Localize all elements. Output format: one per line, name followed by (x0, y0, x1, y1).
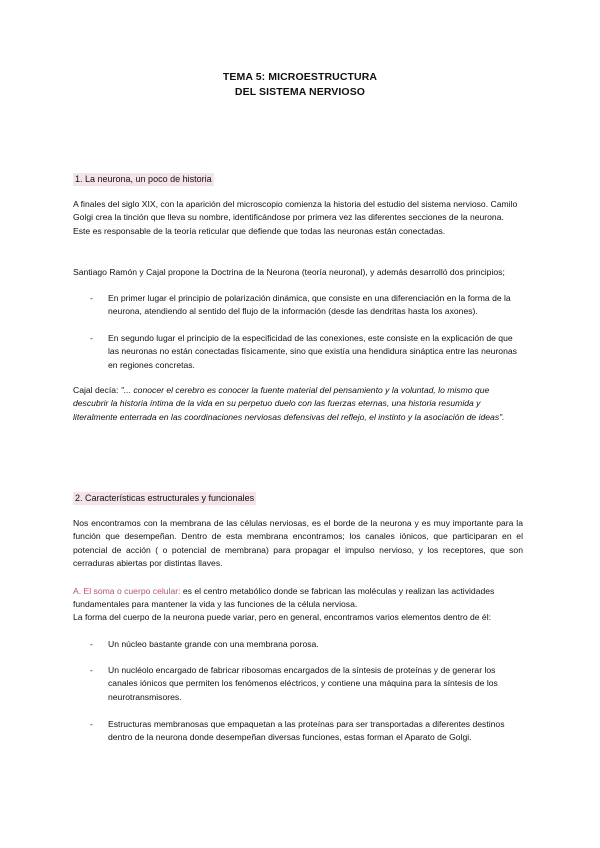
section-1-paragraph-1: A finales del siglo XIX, con la aparición del microscopio comienza la historia del estudio del sistema nervioso. Camilo Golgi crea la tinción que lleva su nombre, identificándose por primera vez las diferentes secciones de la neurona. Este es responsable de la teoría reticular que defiende que todas las neuronas están conectadas. (73, 199, 518, 236)
list-item-text: Un núcleo bastante grande con una membrana porosa. (108, 639, 319, 649)
bullet-dash: - (90, 665, 93, 675)
list-item-text: En segundo lugar el principio de la especificidad de las conexiones, este consiste en la explicación de que las neuronas no están conectadas físicamente, sino que existía una hendidura sináptica entre las neuronas en regiones concretas. (108, 333, 517, 370)
list-item-text: En primer lugar el principio de polarización dinámica, que consiste en una diferenciación en la forma de la neurona, atendiendo al sentido del flujo de la información (desde las dendritas hasta los axones). (108, 293, 511, 317)
section-1-heading: 1. La neurona, un poco de historia (75, 174, 212, 184)
list-item-text: Estructuras membranosas que empaquetan a las proteínas para ser transportadas a diferentes destinos dentro de la neurona donde desempeñan diversas funciones, estas forman el Aparato de Golgi. (108, 719, 505, 743)
bullet-dash: - (90, 719, 93, 729)
bullet-dash: - (90, 293, 93, 303)
list-item-text: Un nucléolo encargado de fabricar ribosomas encargados de la síntesis de proteínas y de generar los canales iónicos que permiten los fenómenos eléctricos, y contiene una máquina para la síntesis de los neurotransmisores. (108, 665, 498, 702)
section-2-heading: 2. Características estructurales y funcionales (75, 493, 255, 503)
cajal-quote (73, 384, 523, 424)
soma-text: es el centro metabólico donde se fabrican las moléculas y realizan las actividades fundamentales para mantener la vida y las funciones de la célula nerviosa. (73, 586, 495, 610)
bullet-dash: - (90, 333, 93, 343)
soma-paragraph (73, 585, 523, 612)
soma-label: A. El soma o cuerpo celular: (73, 586, 181, 596)
section-1-paragraph-2: Santiago Ramón y Cajal propone la Doctrina de la Neurona (teoría neuronal), y además desarrolló dos principios; (73, 267, 505, 277)
section-2-paragraph-3: La forma del cuerpo de la neurona puede variar, pero en general, encontramos varios elementos dentro de él: (73, 612, 492, 622)
document-title-line-2: DEL SISTEMA NERVIOSO (234, 86, 366, 98)
section-2-paragraph-1: Nos encontramos con la membrana de las células nerviosas, es el borde de la neurona y es muy importante para la función que desempeñan. Dentro de esta membrana encontramos; los canales iónicos, que participaran en el potencial de acción ( o potencial de membrana) para propagar el impulso nervioso, y los receptores, que son cerraduras abiertas por distintas llaves. (73, 518, 523, 569)
document-title-line-1: TEMA 5: MICROESTRUCTURA (222, 71, 378, 83)
quote-lead: Cajal decía: (73, 385, 121, 395)
bullet-dash: - (90, 639, 93, 649)
quote-text: "... conocer el cerebro es conocer la fuente material del pensamiento y la voluntad, lo mismo que descubrir la historia íntima de la vida en su perpetuo duelo con las fuerzas eternas, una historia resumida y literalmente enterrada en las coordinaciones nerviosas defensivas del reflejo, el instinto y la asociación de ideas". (73, 385, 505, 422)
